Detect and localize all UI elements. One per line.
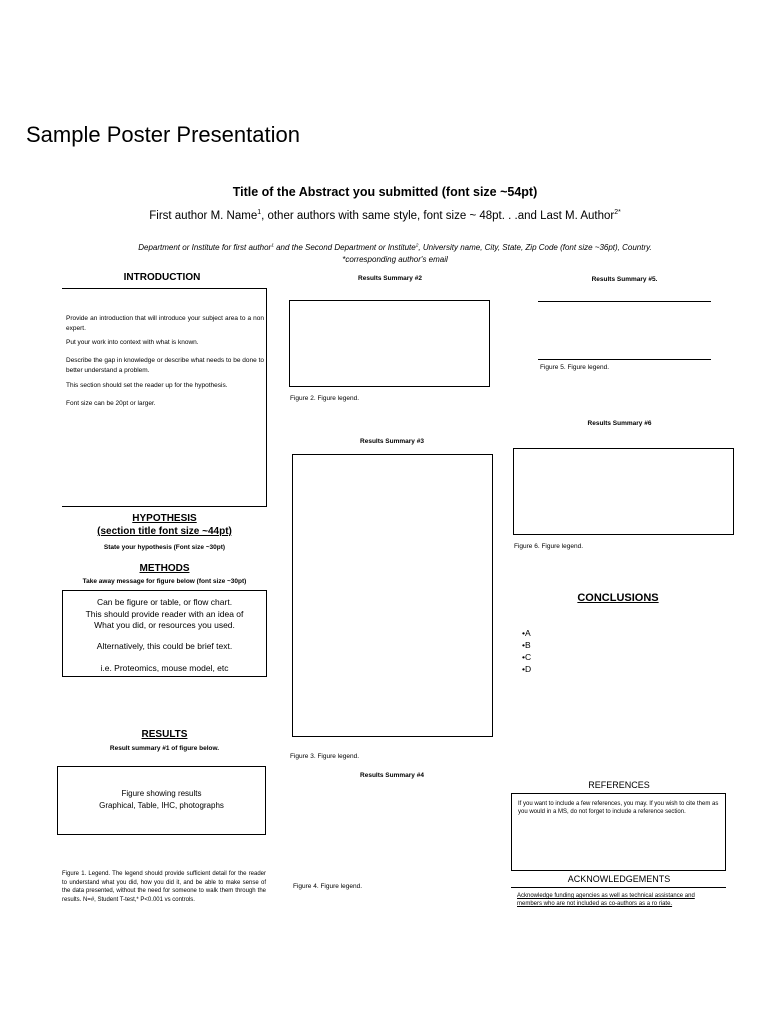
poster-authors [0,210,770,222]
results-heading: RESULTS [141,729,188,740]
figure2-legend: Figure 2. Figure legend. [290,395,360,402]
figure5-top-rule [538,301,711,302]
hypothesis-text: State your hypothesis (Font size ~30pt) [103,544,226,551]
poster-title: Title of the Abstract you submitted (font size ~54pt) [232,185,538,199]
results-summary5: Results Summary #5. [591,276,658,283]
methods-takeaway: Take away message for figure below (font size ~30pt) [82,578,247,585]
methods-line2: This should provide reader with an idea of [85,609,244,619]
methods-line5: i.e. Proteomics, mouse model, etc [100,663,229,673]
references-text: If you want to include a few references, you may. If you wish to cite them as you would in a MS, do not forget to include a reference section. [518,801,719,815]
conclusion-item-c: •C [522,652,532,662]
conclusion-item-b: •B [522,640,531,650]
references-heading: REFERENCES [588,780,650,790]
hypothesis-heading: HYPOTHESIS [132,513,197,524]
results-summary6: Results Summary #6 [587,420,652,427]
acknowledgements-heading: ACKNOWLEDGEMENTS [567,874,671,884]
figure3-box [292,454,493,737]
acknowledgements-rule [511,887,726,888]
figure6-legend: Figure 6. Figure legend. [514,543,584,550]
conclusion-item-d: •D [522,664,532,674]
affil-sup2: 2 [415,243,419,249]
author-last-sup: 2* [614,209,621,217]
conclusion-item-a: •A [522,628,531,638]
figure3-legend: Figure 3. Figure legend. [290,753,360,760]
page-title: Sample Poster Presentation [26,122,300,147]
affil-sup1: 1 [271,243,274,249]
results-summary4: Results Summary #4 [360,772,424,779]
poster-affiliation [0,243,770,252]
introduction-p1: Provide an introduction that will introduce your subject area to a non expert. [66,315,264,332]
figure4-legend: Figure 4. Figure legend. [293,883,363,890]
figure1-legend: Figure 1. Legend. The legend should provide sufficient detail for the reader to understand what you did, how you did it, and be able to make sense of the data presented, without the need for someone to walk them through the results. N=#, Student T-test,* P<0.001 vs controls. [62,871,266,903]
author-rest: , other authors with same style, font size ~ 48pt. . .and Last M. Author [261,210,615,222]
figure5-legend: Figure 5. Figure legend. [540,364,610,371]
methods-line4: Alternatively, this could be brief text. [96,641,233,651]
affil-part1: Department or Institute for first author [138,243,272,252]
author-first: First author M. Name [149,210,258,222]
results-summary1: Result summary #1 of figure below. [109,745,220,752]
acknowledgements-text: Acknowledge funding agencies as well as technical assistance and members who are not included as co-authors as a ro riate. [517,893,695,907]
figure1-line1: Figure showing results [121,789,202,798]
introduction-p4: This section should set the reader up for the hypothesis. [66,382,228,389]
results-summary3: Results Summary #3 [360,438,424,445]
author-first-sup: 1 [257,209,262,217]
figure5-bottom-rule [538,359,711,360]
introduction-p5: Font size can be 20pt or larger. [66,400,156,407]
methods-line3: What you did, or resources you used. [94,620,235,630]
poster-email: *corresponding author's email [342,255,448,264]
figure1-line2: Graphical, Table, IHC, photographs [99,801,224,810]
affil-part2: and the Second Department or Institute [273,243,416,252]
methods-heading: METHODS [139,563,190,574]
figure2-box [289,300,490,387]
results-summary2: Results Summary #2 [358,275,422,282]
figure6-box [513,448,734,535]
conclusions-heading: CONCLUSIONS [577,592,659,604]
methods-line1: Can be figure or table, or flow chart. [96,597,233,607]
introduction-p2: Put your work into context with what is known. [66,339,199,346]
introduction-p3: Describe the gap in knowledge or describe what needs to be done to better understand a problem. [66,357,264,374]
introduction-heading: INTRODUCTION [123,272,201,283]
hypothesis-subheading: (section title font size ~44pt) [97,526,232,537]
affil-part3: , University name, City, State, Zip Code (font size ~36pt), Country. [418,243,652,252]
